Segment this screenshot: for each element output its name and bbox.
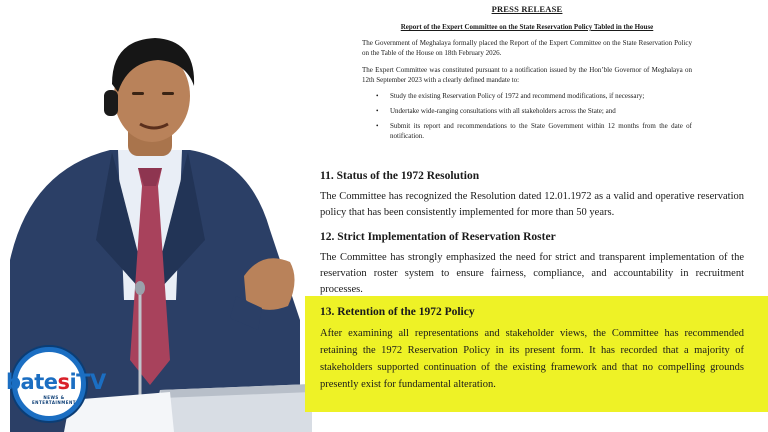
logo-text-part: s — [57, 370, 70, 394]
logo-tagline: NEWS & ENTERTAINMENT — [31, 395, 77, 405]
press-release-paragraph-2: The Expert Committee was constituted pursuant to a notification issued by the Hon’ble Governor of Meghalaya on 12th September 2023 with a clearly defined mandate to: — [362, 66, 692, 84]
press-release-document — [362, 4, 692, 146]
mandate-list — [362, 91, 692, 141]
bullet-icon: • — [376, 92, 379, 100]
section-body: The Committee has strongly emphasized the need for strict and transparent implementation of the reservation roster system to ensure fairness, compliance, and accountability in recruitment processes. — [320, 252, 744, 295]
mandate-text: Undertake wide-ranging consultations with all stakeholders across the State; and — [390, 107, 616, 115]
mandate-text: Submit its report and recommendations to the State Government within 12 months from the date of notification. — [390, 122, 692, 140]
list-item — [376, 121, 692, 141]
bullet-icon: • — [376, 122, 379, 130]
logo-text-part: bate — [6, 370, 58, 394]
press-release-subtitle: Report of the Expert Committee on the State Reservation Policy Tabled in the House — [400, 23, 654, 31]
section-13 — [320, 306, 744, 393]
channel-logo — [6, 347, 106, 425]
section-body: After examining all representations and stakeholder views, the Committee has recommended retaining the 1972 Reservation Policy in its present form. It has recorded that a majority of stakeholders supported continuation of the existing framework and that no compelling grounds presently exist for fundamental alteration. — [320, 328, 744, 390]
bullet-icon: • — [376, 107, 379, 115]
section-heading: 11. Status of the 1972 Resolution — [320, 170, 480, 182]
logo-text — [6, 371, 106, 393]
section-heading: 12. Strict Implementation of Reservation Roster — [320, 231, 556, 243]
press-release-title: PRESS RELEASE — [491, 4, 563, 14]
section-body: The Committee has recognized the Resolution dated 12.01.1972 as a valid and operative reservation policy that has been consistently implemented for more than 50 years. — [320, 191, 744, 218]
mandate-text: Study the existing Reservation Policy of 1972 and recommend modifications, if necessary; — [390, 92, 645, 100]
list-item — [376, 106, 692, 116]
section-heading: 13. Retention of the 1972 Policy — [320, 306, 475, 318]
press-release-paragraph-1: The Government of Meghalaya formally placed the Report of the Expert Committee on the State Reservation Policy on the Table of the House on 18th February 2026. — [362, 39, 692, 57]
section-12 — [320, 231, 744, 298]
section-11 — [320, 170, 744, 221]
logo-text-part: iTV — [69, 370, 106, 394]
list-item — [376, 91, 692, 101]
